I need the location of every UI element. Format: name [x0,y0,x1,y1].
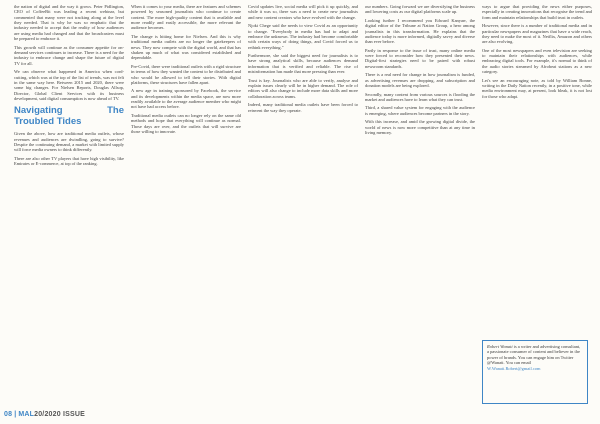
paragraph: Partly in response to the issue of trust, many online media were forced to reconsider how they presented their news. Digital-first strategies need to be paired with robust newsroom standards. [365,47,475,69]
issue-label: 20/2020 ISSUE [34,411,85,418]
folio-separator: | [14,411,17,418]
paragraph: Pre-Covid, there were traditional outlets with a rigid structure in terms of how they wanted the content to be distributed and who would be allowed to tell their stories. With digital platforms, these structures have fallen apart. [131,63,241,85]
paragraph: The change is hitting home for Nielsen. And this is why traditional media outlets are no longer the gatekeepers of news. They now compete with the digital world, and that has shaken up much of what was considered established and dependable. [131,33,241,61]
paragraph: Looking further I recommend you Edward Kanyarr, the digital editor of the Tribune at Nation Group, a hero among journalists in this transformation. He explains that the audience today is more informed, digitally savvy and diverse than ever before. [365,17,475,45]
paragraph: Let's see an encouraging note, as told by William Bonne, writing in the Daily Nation recently, in a positive tone, while media environment may, at present, look bleak, it is not lost for those who adapt. [482,77,592,99]
article-column-4 [365,4,475,406]
paragraph: Traditional media outlets can no longer rely on the same old methods and hope that everything will continue as normal. Those days are over, and the outlets that will survive are those willing to innovate. [131,112,241,134]
paragraph: We can observe what happened in America when cord-cutting, which was at the top of the list of trends, was not felt in the same way here. Between 2015 and 2020, there were some big changes. For Nielsen Reports, Douglas Allsop, Director, Global Client Services with its business development, said digital consumption is now ahead of TV. [14,69,124,101]
page-number: 08 [4,411,13,418]
author-email-link[interactable]: W.Wanati.Robert@gmail.com [487,365,541,371]
paragraph: Indeed, many traditional media outlets have been forced to reinvent the way they operate. [248,102,358,113]
author-bio-box [482,340,588,404]
paragraph: Covid updates live, social media will pick it up quickly, and while it was so, there was a need to create new journalists and new content creators who have evolved with the change. [248,4,358,20]
paragraph: When it comes to your media, there are features and schemes powered by seasoned journalists who continue to create content. The more high-quality content that is available and more readily and easily accessible, the more relevant the audience becomes. [131,4,241,31]
section-heading: Navigating The Troubled Tides [14,105,124,127]
paragraph: Trust is key. Journalists who are able to verify, analyse and explain issues clearly will be in higher demand. The role of editors will also change to include more data skills and more collaboration across teams. [248,77,358,99]
publication-name: MAL [18,411,35,418]
paragraph: There is a real need for change in how journalism is funded, as advertising revenues are dropping, and subscription and donation models are being explored. [365,72,475,89]
paragraph: A new age in training sponsored by Facebook, the service and its developments within the media space, are now more readily available to the average audience member who might not have had access before. [131,88,241,110]
paragraph: With this increase, and amid the growing digital divide, the world of news is now more competitive than at any time in living memory. [365,119,475,135]
paragraph: Given the above, how are traditional media outlets, whose revenues and audiences are dwindling, going to survive? Despite the continuing demand, a market with limited supply will force media owners to think differently. [14,131,124,153]
author-name: Robert Wanati [487,344,514,349]
paragraph: One of the most newspapers and even television are seeking to maintain their relationships with audiences, while embracing digital tools. For example, it's normal to think of the audio stories streamed by Afrobeat stations as a new category. [482,47,592,75]
paragraph: Secondly, many content from various sources is flooding the market and audiences have to learn what they can trust. [365,91,475,102]
page-footer [0,408,600,424]
paragraph: This growth will continue as the consumer appetite for on-demand services continues to increase. There is a need for the industry to embrace change and shape the future of digital TV for all. [14,44,124,66]
article-column-1 [14,4,124,406]
article-column-3 [248,4,358,406]
paragraph: our numbers. Going forward we are diversifying the business and lowering costs as our digital platforms scale up. [365,4,475,15]
paragraph: There are also other TV players that have high visibility, like Emirates or E-commerce, at top of the ranking. [14,155,124,167]
article-column-2 [131,4,241,406]
paragraph: Njoki Chege said the needs to view Covid as an opportunity to change. "Everybody in media has had to adapt and embrace the unknown. The industry had become comfortable with certain ways of doing things, and Covid forced us to rethink everything." [248,23,358,50]
paragraph: Furthermore, she said the biggest need for journalists is to have strong analytical skills, because audiences demand information that is verified and reliable. The rise of misinformation has made that more pressing than ever. [248,53,358,75]
paragraph: Third, a shared value system for engaging with the audience is emerging, where audiences become partners in the story. [365,105,475,116]
folio [4,411,85,418]
paragraph: However, since there is a number of traditional media and in particular newspapers and magazines that have a wide reach, they need to make the most of it. Netflix, Amazon and others are also evolving. [482,23,592,45]
paragraph: the nation of digital and the way it grows. Peter Pidlington, CEO of CoffeeBit was leading a recent webinar, but commented that many were not tracking along at the level they needed. That is why he was so emphatic that the industry needed to accept that the reality of how audiences are using media had changed and that the broadcasters must be prepared to embrace it. [14,4,124,42]
paragraph: ways to argue that providing the news either purposes, especially in creating innovations that recognise the trend and form and maintain relationships that build trust in outlets. [482,4,592,20]
author-bio-text: is a writer and advertising consultant, a passionate consumer of content and believer in the power of brands. You can engage him on Twitter @Wanati. You can email [487,344,581,366]
